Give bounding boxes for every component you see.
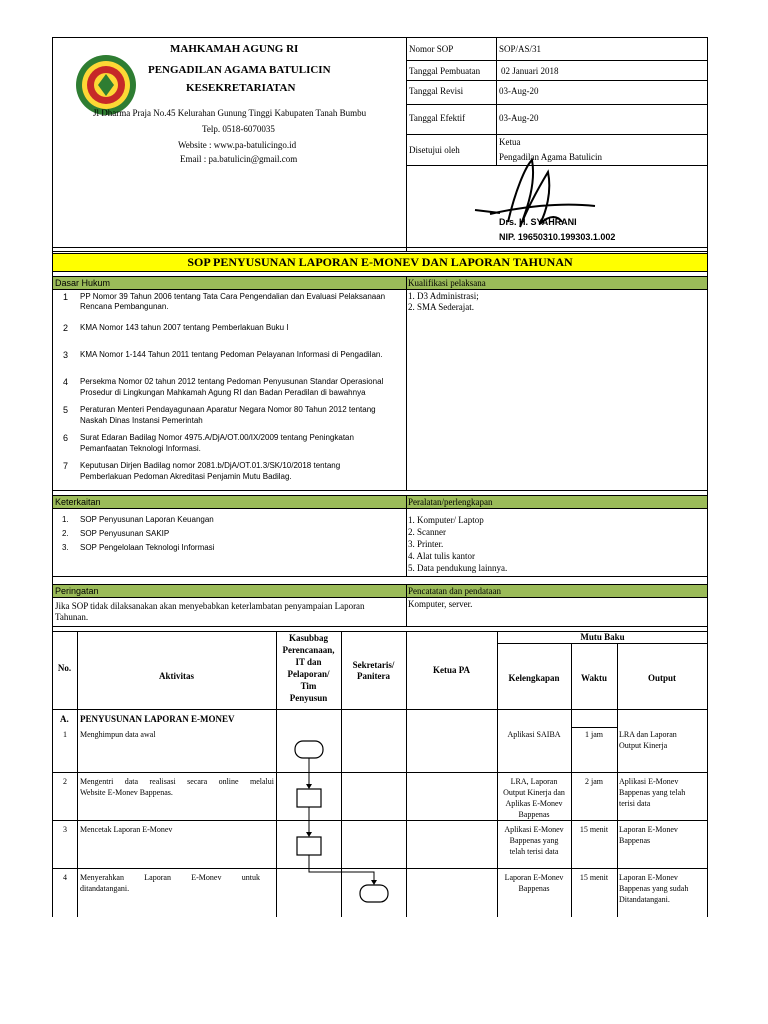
org-line-3: KESEKRETARIATAN [186,82,296,94]
kasubbag-line: Kasubbag [288,633,329,643]
dasar-hukum-text: PP Nomor 39 Tahun 2006 tentang Tata Cara Pengendalian dan Evaluasi Pelaksanaan [80,292,386,301]
row-kelengkapan: Bappenas [518,810,550,819]
kasubbag-line: Tim [300,681,317,691]
flowchart [276,709,407,917]
signer-nip: NIP. 19650310.199303.1.002 [499,232,616,242]
peralatan-item: 2. Scanner [408,527,446,537]
flow-arrowhead [306,784,312,789]
row-waktu: 15 menit [579,825,609,834]
flow-process-step-2 [297,789,321,807]
flow-terminator-end [360,885,388,902]
keterkaitan-no: 3. [62,543,69,552]
org-phone: Telp. 0518-6070035 [202,124,275,134]
disetujui-label: Disetujui oleh [409,145,460,155]
tanggal-revisi-label: Tanggal Revisi [409,86,464,96]
flow-terminator-start [295,741,323,758]
row-output: Bappenas yang sudah [619,884,689,893]
flow-arrowhead [371,880,377,885]
tanggal-efektif-value: 03-Aug-20 [499,113,539,123]
peralatan-heading: Peralatan/perlengkapan [408,497,493,507]
dasar-hukum-text: Pemberlakuan Pedoman Akreditasi Penjamin Mutu Badilag. [80,472,292,481]
dasar-hukum-no: 5 [63,405,69,415]
dasar-hukum-no: 4 [63,377,69,387]
col-kelengkapan-header: Kelengkapan [508,673,560,683]
row-output: Aplikasi E-Monev [619,777,679,786]
peringatan-heading: Peringatan [55,586,99,596]
dasar-hukum-text: Rencana Pembangunan. [80,302,169,311]
dasar-hukum-text: Keputusan Dirjen Badilag nomor 2081.b/DjA/OT.01.3/SK/10/2018 tentang [80,461,341,470]
peringatan-text: Jika SOP tidak dilaksanakan akan menyebabkan keterlambatan penyampaian Laporan [55,601,365,611]
row-output: LRA dan Laporan [619,730,677,739]
col-sekretaris-header: Panitera [357,671,390,681]
col-aktivitas-header: Aktivitas [158,671,194,681]
dasar-hukum-text: Surat Edaran Badilag Nomor 4975.A/DjA/OT.00/IX/2009 tentang Peningkatan [80,433,354,442]
dasar-hukum-no: 6 [63,433,69,443]
col-ketua-header: Ketua PA [432,665,471,675]
kasubbag-line: Perencanaan, [282,645,335,655]
row-no: 1 [63,730,67,739]
sop-title: SOP PENYUSUNAN LAPORAN E-MONEV DAN LAPORAN TAHUNAN [187,255,573,269]
dasar-hukum-text: Peraturan Menteri Pendayagunaan Aparatur Negara Nomor 80 Tahun 2012 tentang [80,405,376,414]
tanggal-revisi-value: 03-Aug-20 [499,86,539,96]
row-no: 2 [63,777,67,786]
row-waktu: 1 jam [585,730,603,739]
org-address: Jl Dharma Praja No.45 Kelurahan Gunung Tinggi Kabupaten Tanah Bumbu [93,108,367,118]
kualifikasi-item: 1. D3 Administrasi; [408,291,479,301]
kualifikasi-heading: Kualifikasi pelaksana [408,278,486,288]
keterkaitan-item: SOP Penyusunan SAKIP [80,529,170,538]
row-kelengkapan: Laporan E-Monev [504,873,564,882]
dasar-hukum-text: Naskah Dinas Instansi Pemerintah [80,416,203,425]
row-kelengkapan: Aplikas E-Monev [505,799,563,808]
row-kelengkapan: Output Kinerja dan [503,788,565,797]
pencatatan-heading: Pencatatan dan pendataan [408,586,501,596]
row-kelengkapan: Aplikasi SAIBA [507,730,561,739]
signature-icon [470,152,610,242]
row-kelengkapan: Bappenas [518,884,550,893]
dasar-hukum-no: 3 [63,350,69,360]
signer-name: Drs. H. SYAHRANI [499,217,577,227]
org-website: Website : www.pa-batulicingo.id [178,140,297,150]
peralatan-item: 1. Komputer/ Laptop [408,515,484,525]
row-aktivitas: Menyerahkan Laporan E-Monev untuk [80,873,260,882]
row-output: terisi data [619,799,651,808]
kasubbag-line: IT dan [295,657,322,667]
row-aktivitas: Website E-Monev Bappenas. [80,788,173,797]
keterkaitan-no: 1. [62,515,69,524]
kasubbag-line: Penyusun [289,693,328,703]
org-line-2: PENGADILAN AGAMA BATULICIN [148,64,331,76]
dasar-hukum-text: KMA Nomor 1-144 Tahun 2011 tentang Pedoman Pelayanan Informasi di Pengadilan. [80,350,383,359]
row-kelengkapan: LRA, Laporan [510,777,558,786]
org-email: Email : pa.batulicin@gmail.com [180,154,298,164]
nomor-sop-value: SOP/AS/31 [499,44,542,54]
row-aktivitas: Mengentri data realisasi secara online melalui [80,777,274,786]
tanggal-efektif-label: Tanggal Efektif [409,113,466,123]
row-waktu: 2 jam [585,777,603,786]
col-output-header: Output [647,673,676,683]
disetujui-office: Pengadilan Agama Batulicin [499,152,602,162]
col-mutu-baku-header: Mutu Baku [580,632,625,642]
org-line-1: MAHKAMAH AGUNG RI [170,43,299,55]
col-waktu-header: Waktu [580,673,607,683]
tanggal-pembuatan-value: 02 Januari 2018 [501,66,559,76]
kasubbag-line: Pelaporan/ [287,669,330,679]
nomor-sop-label: Nomor SOP [409,44,454,54]
tanggal-pembuatan-label: Tanggal Pembuatan [409,66,481,76]
dasar-hukum-text: Prosedur di Lingkungan Mahkamah Agung RI dan Badan Peradilan di bawahnya [80,388,366,397]
dasar-hukum-no: 2 [63,323,69,333]
keterkaitan-no: 2. [62,529,69,538]
dasar-hukum-heading: Dasar Hukum [55,278,111,288]
row-output: Bappenas [619,836,651,845]
peringatan-text: Tahunan. [55,612,89,622]
row-output: Output Kinerja [619,741,668,750]
dasar-hukum-text: Persekma Nomor 02 tahun 2012 tentang Pedoman Penyusunan Standar Operasional [80,377,384,386]
kualifikasi-item: 2. SMA Sederajat. [408,302,474,312]
row-aktivitas: ditandatangani. [80,884,130,893]
section-no: A. [60,714,69,724]
dasar-hukum-text: Pemanfaatan Teknologi Informasi. [80,444,201,453]
row-no: 3 [63,825,67,834]
row-output: Ditandatangani. [619,895,670,904]
peralatan-item: 5. Data pendukung lainnya. [408,563,508,573]
peralatan-item: 3. Printer. [408,539,444,549]
col-no-header: No. [57,663,72,673]
flow-process-step-3 [297,837,321,855]
dasar-hukum-no: 7 [63,461,69,471]
row-kelengkapan: telah terisi data [509,847,559,856]
flow-arrowhead [306,832,312,837]
disetujui-title: Ketua [499,137,521,147]
keterkaitan-item: SOP Penyusunan Laporan Keuangan [80,515,214,524]
keterkaitan-item: SOP Pengelolaan Teknologi Informasi [80,543,215,552]
peralatan-item: 4. Alat tulis kantor [408,551,475,561]
col-sekretaris-header: Sekretaris/ [352,660,395,670]
pencatatan-text: Komputer, server. [408,599,473,609]
row-aktivitas: Menghimpun data awal [80,730,156,739]
section-title: PENYUSUNAN LAPORAN E-MONEV [80,714,235,724]
dasar-hukum-no: 1 [63,292,69,302]
row-kelengkapan: Aplikasi E-Monev [504,825,564,834]
row-output: Laporan E-Monev [619,873,678,882]
row-aktivitas: Mencetak Laporan E-Monev [80,825,173,834]
row-kelengkapan: Bappenas yang [509,836,559,845]
row-waktu: 15 menit [579,873,609,882]
keterkaitan-heading: Keterkaitan [55,497,101,507]
row-output: Laporan E-Monev [619,825,678,834]
row-no: 4 [63,873,67,882]
row-output: Bappenas yang telah [619,788,686,797]
flow-connector [309,855,374,883]
dasar-hukum-text: KMA Nomor 143 tahun 2007 tentang Pemberlakuan Buku I [80,323,289,332]
